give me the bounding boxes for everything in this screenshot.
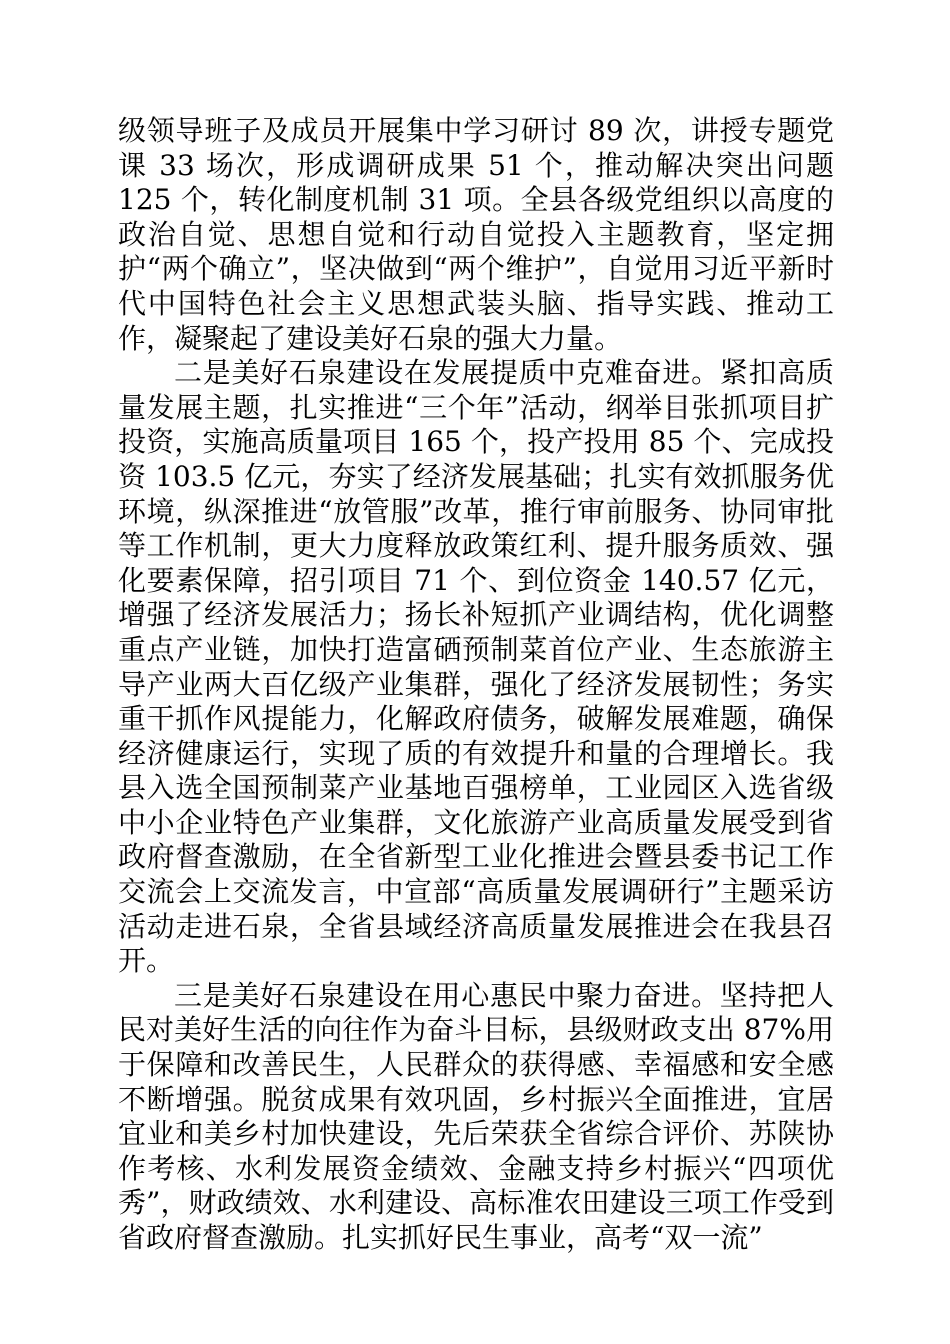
body-text [118, 114, 834, 1256]
paragraph-2: 二是美好石泉建设在发展提质中克难奋进。紧扣高质量发展主题，扎实推进“三个年”活动，纲举目张抓项目扩投资，实施高质量项目 165 个，投产投用 85 个、完成投资 103.5 亿元，夯实了经济发展基础；扎实有效抓服务优环境，纵深推进“放管服”改革，推行审前服务、协同审批等工作机制，更大力度释放政策红利、提升服务质效、强化要素保障，招引项目 71 个、到位资金 140.57 亿元，增强了经济发展活力；扬长补短抓产业调结构，优化调整重点产业链，加快打造富硒预制菜首位产业、生态旅游主导产业两大百亿级产业集群，强化了经济发展韧性；务实重干抓作风提能力，化解政府债务，破解发展难题，确保经济健康运行，实现了质的有效提升和量的合理增长。我县入选全国预制菜产业基地百强榜单，工业园区入选省级中小企业特色产业集群，文化旅游产业高质量发展受到省政府督查激励，在全省新型工业化推进会暨县委书记工作交流会上交流发言，中宣部“高质量发展调研行”主题采访活动走进石泉，全省县域经济高质量发展推进会在我县召开。 [118, 356, 834, 978]
paragraph-3: 三是美好石泉建设在用心惠民中聚力奋进。坚持把人民对美好生活的向往作为奋斗目标，县级财政支出 87%用于保障和改善民生，人民群众的获得感、幸福感和安全感不断增强。脱贫成果有效巩固，乡村振兴全面推进，宜居宜业和美乡村加快建设，先后荣获全省综合评价、苏陕协作考核、水利发展资金绩效、金融支持乡村振兴“四项优秀”，财政绩效、水利建设、高标准农田建设三项工作受到省政府督查激励。扎实抓好民生事业，高考“双一流” [118, 978, 834, 1254]
paragraph-1: 级领导班子及成员开展集中学习研讨 89 次，讲授专题党课 33 场次，形成调研成果 51 个，推动解决突出问题 125 个，转化制度机制 31 项。全县各级党组织以高度的政治自觉、思想自觉和行动自觉投入主题教育，坚定拥护“两个确立”，坚决做到“两个维护”，自觉用习近平新时代中国特色社会主义思想武装头脑、指导实践、推动工作，凝聚起了建设美好石泉的强大力量。 [118, 114, 834, 355]
